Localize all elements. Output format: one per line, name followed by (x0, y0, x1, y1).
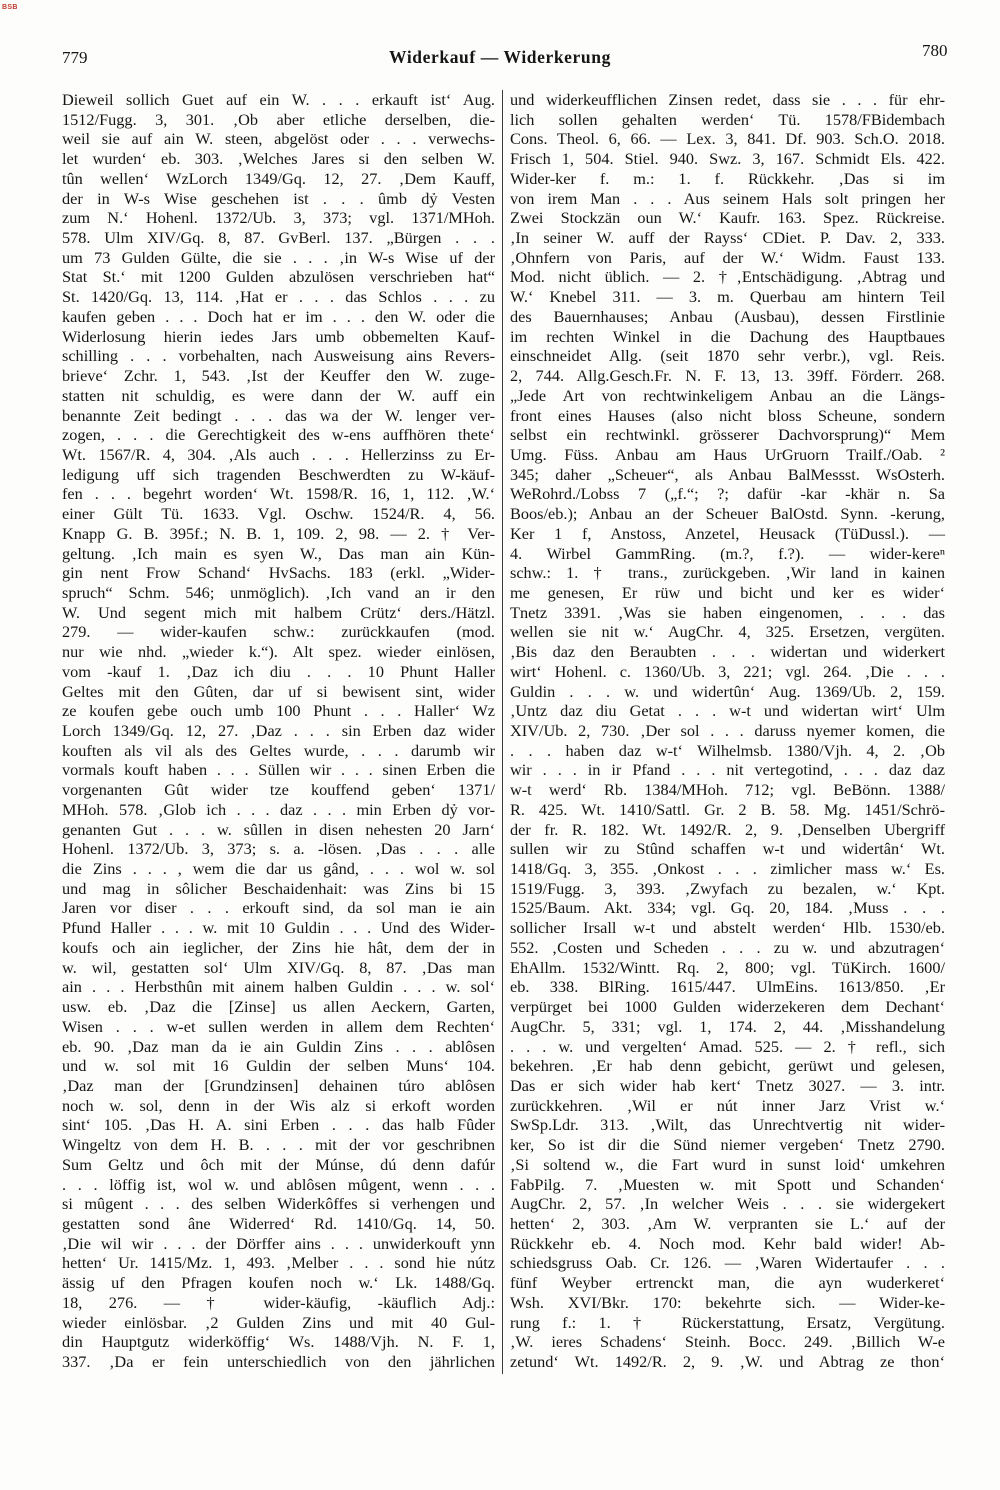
right-column-line: ker, So ist dir die Sünd niemer vergeben‘ Tnetz 2790. (510, 1135, 945, 1155)
left-column-line: eb. 90. ‚Daz man da ie ain Guldin Zins . . . ablôsen (62, 1036, 495, 1056)
left-column-line: 279. — wider-kaufen schw.: zurückkaufen (mod. (62, 622, 495, 642)
right-column-line: 1525/Baum. Akt. 334; vgl. Gq. 20, 184. ‚Muss . . . (510, 898, 945, 918)
right-column-line: ‚In seiner W. auff der Rayss‘ CDiet. P. Dav. 2, 333. (510, 228, 945, 248)
right-column-line: von irem Man . . . Aus seinem Hals solt pringen her (510, 188, 945, 208)
right-column-line: und widerkeufflichen Zinsen redet, dass sie . . . für ehr- (510, 90, 945, 109)
right-column-line: Zwei Stockzän oun W.‘ Kaufr. 163. Spez. Rückreise. (510, 208, 945, 228)
right-column-line: 552. ‚Costen und Scheden . . . zu w. und abzutragen‘ (510, 937, 945, 957)
right-column-line: fünf Weyber ertrenckt man, die ayn wuderkeret‘ (510, 1273, 945, 1293)
left-column-line: din Hauptgutz widerköffig‘ Ws. 1488/Vjh. N. F. 1, (62, 1332, 495, 1352)
right-column-line: Umg. Füss. Anbau am Haus UrGruorn Trailf./Oab. ² (510, 444, 945, 464)
right-column-line: ‚Si soltend w., die Fart wurd in sunst loid‘ umkehren (510, 1154, 945, 1174)
right-column-line: R. 425. Wt. 1410/Sattl. Gr. 2 B. 58. Mg. 1451/Schrö- (510, 799, 945, 819)
left-column-line: vorgenanten Gût wider tze kouffend geben‘ 1371/ (62, 780, 495, 800)
right-column-line: Ker 1 f, Anstoss, Anzetel, Heusack (TüDussl.). — (510, 523, 945, 543)
right-column-line: „Jede Art von rechtwinkeligem Anbau an die Längs- (510, 385, 945, 405)
left-column-line: 337. ‚Da er fein unterschiedlich von den jährlichen (62, 1352, 495, 1371)
right-column-line: wir . . . in ir Pfand . . . nit vertegotind, . . . daz daz (510, 760, 945, 780)
running-title: Widerkauf — Widerkerung (389, 47, 611, 67)
right-column-line: Das er sich wider hab kert‘ Tnetz 3027. — 3. intr. (510, 1075, 945, 1095)
right-column-line: des Bauernhauses; Anbau (Ausbau), dessen Firstlinie (510, 306, 945, 326)
left-column-line: 578. Ulm XIV/Gq. 8, 87. GvBerl. 137. „Bürgen . . . (62, 228, 495, 248)
left-column-line: brieve‘ Zchr. 1, 543. ‚Ist der Keuffer den W. zuge- (62, 366, 495, 386)
left-column-line: Jaren vor diser . . . erkouft sind, da sol man ie ain (62, 898, 495, 918)
right-column-line: front eines Hauses (also nicht bloss Scheune, sondern (510, 405, 945, 425)
right-column-line: me genesen, Er rüw und bicht und ker es wider‘ (510, 582, 945, 602)
left-column-line: tûn wellen‘ WzLorch 1349/Gq. 12, 27. ‚Dem Kauff, (62, 168, 495, 188)
right-column-line: 4. Wirbel GammRing. (m.?, f.?). — wider-kereⁿ (510, 543, 945, 563)
right-column-line: . . . haben daz w-t‘ Wilhelmsb. 1380/Vjh. 4, 2. ‚Ob (510, 740, 945, 760)
right-column-line: im rechten Winkel in die Dachung des Hauptbaues (510, 326, 945, 346)
left-column-line: . . . löffig ist, wol w. und ablôsen mûgent, wenn . . . (62, 1174, 495, 1194)
page-number-left: 779 (62, 48, 88, 67)
left-column-line: ‚Die wil wir . . . der Dörffer ains . . . unwiderkouft ynn (62, 1233, 495, 1253)
right-column-line: XIV/Ub. 2, 730. ‚Der sol . . . daruss nyemer komen, die (510, 721, 945, 740)
column-divider (502, 90, 503, 1374)
right-column-line: sullen wir zu Stûnd schaffen w-t und widertân‘ Wt. (510, 839, 945, 859)
right-column-line: WeRohrd./Lobss 7 („f.“; ?; dafür -kar -khär n. Sa (510, 484, 945, 504)
left-column-line: vom -kauf 1. ‚Daz ich diu . . . 10 Phunt Haller (62, 661, 495, 681)
left-column-line: usw. eb. ‚Daz die [Zinse] us allen Aeckern, Garten, (62, 997, 495, 1017)
right-column-line: Frisch 1, 504. Stiel. 940. Swz. 3, 167. Schmidt Els. 422. (510, 149, 945, 169)
left-column-line: gestatten sond âne Widerred‘ Rd. 1410/Gq. 14, 50. (62, 1213, 495, 1233)
right-column-line: 345; daher „Scheuer“, als Anbau BalMessst. WsOsterh. (510, 464, 945, 484)
left-column-line: Knapp G. B. 395f.; N. B. 1, 109. 2, 98. — 2. † Ver- (62, 523, 495, 543)
left-column (62, 90, 495, 1372)
left-column-line: si mûgent . . . des selben Widerkôffes si verhengen und (62, 1194, 495, 1214)
left-column-line: sint‘ 105. ‚Das H. A. sini Erben . . . das halb Fûder (62, 1115, 495, 1135)
right-column-line: zurückkehren. ‚Wil er nút inner Jarz Vrist w.‘ (510, 1095, 945, 1115)
left-column-line: zogen, . . . die Gerechtigkeit des w-ens auffhören thete‘ (62, 425, 495, 445)
right-column-line: verpürget bei 1000 Gulden widerzekeren dem Dechant‘ (510, 997, 945, 1017)
left-column-line: fen . . . begehrt worden‘ Wt. 1598/R. 16, 1, 112. ‚W.‘ (62, 484, 495, 504)
left-column-line: und w. sol mit 16 Guldin der selben Muns‘ 104. (62, 1056, 495, 1076)
left-column-line: und mag in sôlicher Beschaidenhait: was Zins bi 15 (62, 878, 495, 898)
left-column-line: ässig uf den Pfragen koufen noch w.‘ Lk. 1488/Gq. (62, 1273, 495, 1293)
left-column-line: Sum Geltz und ôch mit der Múnse, dú denn dafúr (62, 1154, 495, 1174)
right-column-line: . . . w. und vergelten‘ Amad. 525. — 2. † refl., sich (510, 1036, 945, 1056)
left-column-line: schilling . . . vorbehalten, nach Ausweisung ains Revers- (62, 346, 495, 366)
left-column-line: ledigung uff sich tragenden Beschwerdten zu W-käuf- (62, 464, 495, 484)
right-column-line: zetund‘ Wt. 1492/R. 2, 9. ‚W. und Abtrag ze thon‘ (510, 1352, 945, 1371)
right-column-line: eb. 338. BlRing. 1615/447. UlmEins. 1613/850. ‚Er (510, 977, 945, 997)
left-column-line: kouften als vil als des Geltes wurde, . . . darumb wir (62, 740, 495, 760)
right-column-line: selbst ein rechtwinkl. grösserer Dachvorsprung)“ Mem (510, 425, 945, 445)
left-column-line: St. 1420/Gq. 13, 114. ‚Hat er . . . das Schlos . . . zu (62, 287, 495, 307)
right-column-line: einschneidet Allg. (seit 1870 sehr verbr.), vgl. Reis. (510, 346, 945, 366)
left-column-line: nur wie nhd. „wieder k.“). Alt spez. wieder einlösen, (62, 642, 495, 662)
right-column-line: FabPilg. 7. ‚Muesten w. mit Spott und Schanden‘ (510, 1174, 945, 1194)
right-column-line: hetten‘ 2, 303. ‚Am W. verpranten sie L.‘ auf der (510, 1213, 945, 1233)
right-column-line: Tnetz 3391. ‚Was sie haben eingenomen, . . . das (510, 602, 945, 622)
left-column-line: ‚Daz man der [Grundzinsen] dehainen túro ablôsen (62, 1075, 495, 1095)
left-column-line: Lorch 1349/Gq. 12, 27. ‚Daz . . . sin Erben daz wider (62, 721, 495, 740)
left-column-line: statten nit schuldig, es were dann der W. auff ein (62, 385, 495, 405)
right-column-line: rung f.: 1. † Rückerstattung, Ersatz, Vergütung. (510, 1312, 945, 1332)
right-column-line: w-t werd‘ Rb. 1384/MHoh. 712; vgl. BeBönn. 1388/ (510, 780, 945, 800)
right-column-line: Wsh. XVI/Bkr. 170: bekehrte sich. — Wider-ke- (510, 1292, 945, 1312)
right-column-line: Mod. nicht üblich. — 2. †‚Entschädigung. ‚Abtrag und (510, 267, 945, 287)
left-column-line: einer Gült Tü. 1633. Vgl. Oschw. 1524/R. 4, 56. (62, 504, 495, 524)
left-column-line: Geltes mit den Gûten, dar uf si bewisent sint, wider (62, 681, 495, 701)
left-column-line: 18, 276. — † wider-käufig, -käuflich Adj.: (62, 1292, 495, 1312)
left-column-line: wieder einlösbar. ‚2 Gulden Zins und mit 40 Gul- (62, 1312, 495, 1332)
left-column-line: geltung. ‚Ich main es syen W., Das man ain Kün- (62, 543, 495, 563)
right-column-line: schw.: 1. † trans., zurückgeben. ‚Wir land in kainen (510, 563, 945, 583)
left-column-line: w. wil, gestatten sol‘ Ulm XIV/Gq. 8, 87. ‚Das man (62, 957, 495, 977)
right-column-line: ‚W. ieres Schadens‘ Steinh. Bocc. 249. ‚Billich W-e (510, 1332, 945, 1352)
right-column (510, 90, 945, 1372)
left-column-line: let wurden‘ eb. 303. ‚Welches Jares si den selben W. (62, 149, 495, 169)
right-column-line: Rückkehr eb. 4. Noch mod. Kehr bald wider! Ab- (510, 1233, 945, 1253)
right-column-line: W.‘ Knebel 311. — 3. m. Querbau am hintern Teil (510, 287, 945, 307)
right-column-line: Wider-ker f. m.: 1. f. Rückkehr. ‚Das si im (510, 168, 945, 188)
right-column-line: 2, 744. Allg.Gesch.Fr. N. F. 13, 13. 39ff. Förderr. 268. (510, 366, 945, 386)
left-column-line: Wingeltz von dem H. B. . . . mit der vor geschribnen (62, 1135, 495, 1155)
right-column-line: ‚Untz daz diu Getat . . . w-t und widertan wirt‘ Ulm (510, 701, 945, 721)
right-column-line: Guldin . . . w. und widertûn‘ Aug. 1369/Ub. 2, 159. (510, 681, 945, 701)
right-column-line: Boos/eb.); Anbau an der Scheuer BalOstd. Synn. -kerung, (510, 504, 945, 524)
left-column-line: der in W-s Wise geschehen ist . . . ûmb dỷ Vesten (62, 188, 495, 208)
left-column-line: 1512/Fugg. 3, 301. ‚Ob aber etliche derselben, die- (62, 109, 495, 129)
left-column-line: MHoh. 578. ‚Glob ich . . . daz . . . min Erben dỷ vor- (62, 799, 495, 819)
left-column-line: Hohenl. 1372/Ub. 3, 373; s. a. -lösen. ‚Das . . . alle (62, 839, 495, 859)
library-stamp-logo: BSB (2, 4, 18, 11)
right-column-line: ‚Ohnfern von Paris, auf der W.‘ Widm. Faust 133. (510, 247, 945, 267)
right-column-line: bekehren. ‚Er hab denn gebicht, gerüwt und gelesen, (510, 1056, 945, 1076)
right-column-line: wellen sie nit w.‘ AugChr. 4, 325. Ersetzen, vergüten. (510, 622, 945, 642)
right-column-line: AugChr. 2, 57. ‚In welcher Weis . . . sie widergekert (510, 1194, 945, 1214)
left-column-line: gin nent Frow Schand‘ HvSachs. 183 (erkl. „Wider- (62, 563, 495, 583)
right-column-line: sollicher Irsall w-t und abstelt werden‘ Hlb. 1530/eb. (510, 918, 945, 938)
right-column-line: 1519/Fugg. 3, 393. ‚Zwyfach zu bezalen, w.‘ Kpt. (510, 878, 945, 898)
left-column-line: zum N.‘ Hohenl. 1372/Ub. 3, 373; vgl. 1371/MHoh. (62, 208, 495, 228)
left-column-line: koufs och ain ieglicher, der Zins hie hât, dem der in (62, 937, 495, 957)
right-column-line: EhAllm. 1532/Wintt. Rq. 2, 800; vgl. TüKirch. 1600/ (510, 957, 945, 977)
left-column-line: die Zins . . . , wem die dar us gând, . . . wol w. sol (62, 859, 495, 879)
left-column-line: vormals kouft haben . . . Süllen wir . . . sinen Erben die (62, 760, 495, 780)
page-number-right: 780 (922, 41, 948, 60)
right-column-line: SwSp.Ldr. 313. ‚Wilt, das Unrechtvertig nit wider- (510, 1115, 945, 1135)
right-column-line: AugChr. 5, 331; vgl. 1, 174. 2, 44. ‚Misshandelung (510, 1016, 945, 1036)
left-column-line: um 73 Gulden Gülte, die sie . . . ‚in W-s Wise uf der (62, 247, 495, 267)
right-column-line: ‚Bis daz den Beraubten . . . widertan und widerkert (510, 642, 945, 662)
left-column-line: weil sie auf ain W. steen, abgelöst oder . . . verwechs- (62, 129, 495, 149)
left-column-line: benannte Zeit bedingt . . . das wa der W. lenger ver- (62, 405, 495, 425)
right-column-line: wirt‘ Hohenl. c. 1360/Ub. 3, 221; vgl. 264. ‚Die . . . (510, 661, 945, 681)
right-column-line: 1418/Gq. 3, 355. ‚Onkost . . . zimlicher mass w.‘ Es. (510, 859, 945, 879)
left-column-line: spruch“ Schm. 546; unmöglich). ‚Ich vand an ir den (62, 582, 495, 602)
right-column-line: schiedsgruss Oab. Cr. 126. — ‚Waren Widertaufer . . . (510, 1253, 945, 1273)
left-column-line: Dieweil sollich Guet auf ein W. . . . erkauft ist‘ Aug. (62, 90, 495, 109)
right-column-line: lich sollen gehalten werden‘ Tü. 1578/FBidembach (510, 109, 945, 129)
left-column-line: hetten‘ Ur. 1415/Mz. 1, 493. ‚Melber . . . sond hie nútz (62, 1253, 495, 1273)
left-column-line: ain . . . Herbsthûn mit ainem halben Guldin . . . w. sol‘ (62, 977, 495, 997)
left-column-line: ze koufen gebe ouch umb 100 Phunt . . . Haller‘ Wz (62, 701, 495, 721)
left-column-line: Widerlosung hierin iedes Jars umb obbemelten Kauf- (62, 326, 495, 346)
left-column-line: Wisen . . . w-et sullen werden in allem dem Rechten‘ (62, 1016, 495, 1036)
left-column-line: noch w. sol, denn in der Wis alz si erkoft worden (62, 1095, 495, 1115)
left-column-line: Stat St.‘ mit 1200 Gulden abzulösen verschrieben hat“ (62, 267, 495, 287)
left-column-line: W. Und segent mich mit halbem Crütz‘ ders./Hätzl. (62, 602, 495, 622)
left-column-line: kaufen geben . . . Doch hat er im . . . den W. oder die (62, 306, 495, 326)
left-column-line: genanten Gut . . . w. sûllen in disen nehesten 20 Jarn‘ (62, 819, 495, 839)
left-column-line: Pfund Haller . . . w. mit 10 Guldin . . . Und des Wider- (62, 918, 495, 938)
right-column-line: Cons. Theol. 6, 66. — Lex. 3, 841. Df. 903. Sch.O. 2018. (510, 129, 945, 149)
right-column-line: der fr. R. 182. Wt. 1492/R. 2, 9. ‚Denselben Ubergriff (510, 819, 945, 839)
left-column-line: Wt. 1567/R. 4, 304. ‚Als auch . . . Hellerzinss zu Er- (62, 444, 495, 464)
